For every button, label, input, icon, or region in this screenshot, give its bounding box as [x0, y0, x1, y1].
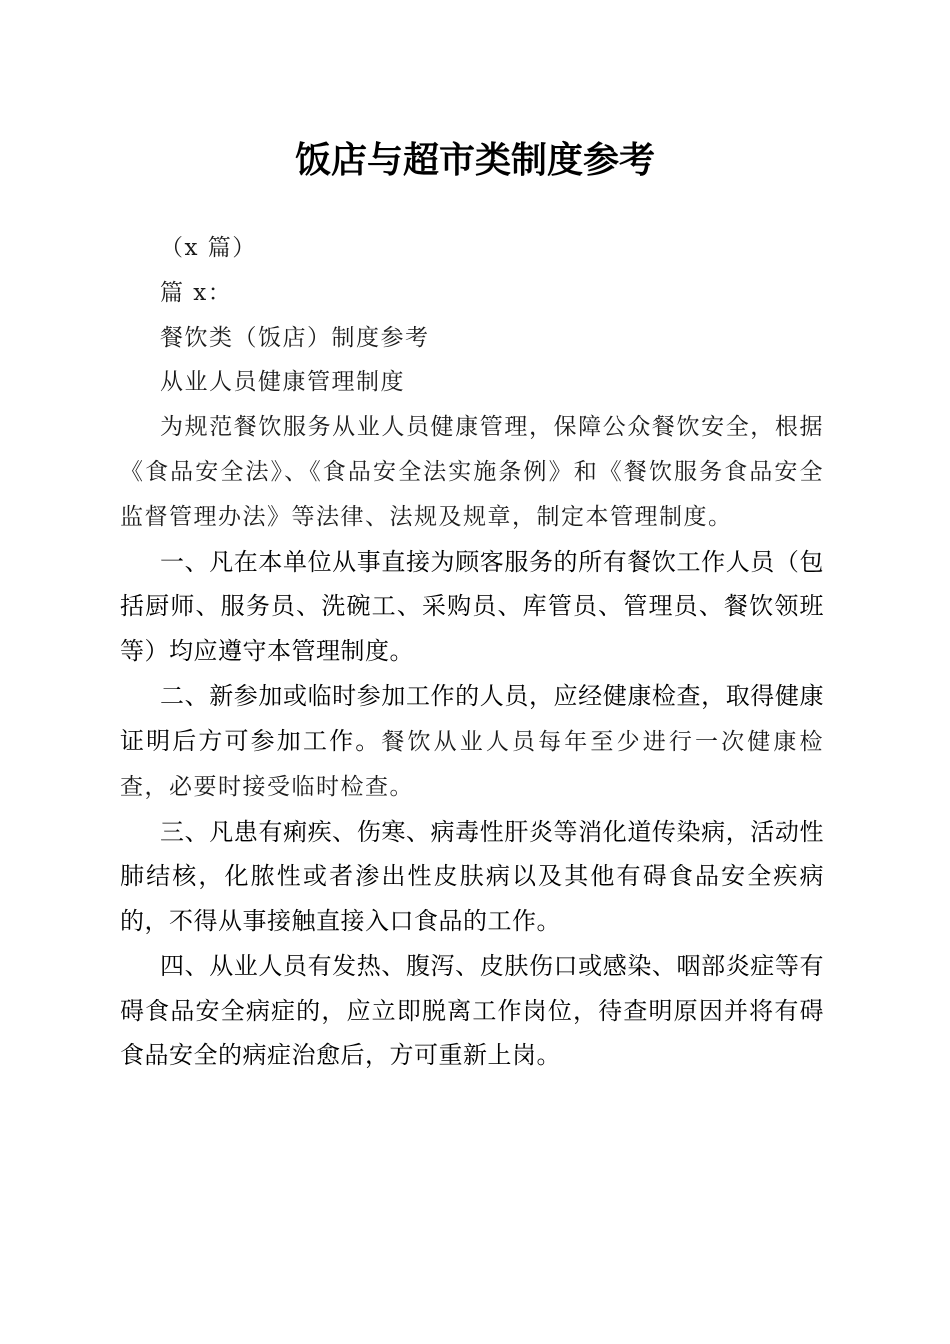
- document-body: [120, 226, 824, 1079]
- clause-main-text: 二、新参加或临时参加工作的人员，应经健康检查，取得健康证明后方可参加工作。: [120, 682, 824, 755]
- clause-main-text: 一、凡在本单位从事直接为顾客服务的所有餐饮工作人员（包括厨师、服务员、洗碗工、采购员、库管员、管理员、餐饮领班等）均应遵守本管理制度。: [120, 547, 824, 665]
- clause-main-text: 四、从业人员有发热、腹泻、皮肤伤口或感染、咽部炎症等有碍食品安全病症的，应立即脱离工作岗位，待查明原因并将有碍食品安全的病症治愈后，方可重新上岗。: [120, 952, 824, 1070]
- clause-main-text: 三、凡患有痢疾、伤寒、病毒性肝炎等消化道传染病，活动性肺结核，化脓性或者渗出性皮肤病以及其他有碍食品安全疾病的，不得从事接触直接入口食品的工作。: [120, 817, 824, 935]
- clause-paragraph: [120, 810, 824, 945]
- clause-tail-text: 餐饮从业人员每年至少进行一次健康检查，必要时接受临时检查。: [120, 728, 825, 801]
- clause-paragraph: [120, 944, 824, 1079]
- clause-paragraph: [120, 674, 824, 810]
- document-title: 饭店与超市类制度参考: [294, 139, 655, 181]
- section-count-line: （x 篇）: [160, 235, 257, 261]
- section-label-line: 篇 x：: [160, 279, 233, 306]
- category-heading: 餐饮类（饭店）制度参考: [160, 324, 430, 351]
- intro-paragraph: 为规范餐饮服务从业人员健康管理，保障公众餐饮安全，根据《食品安全法》、《食品安全法实施条例》和《餐饮服务食品安全监督管理办法》等法律、法规及规章，制定本管理制度。: [120, 414, 824, 530]
- clause-paragraph: [120, 540, 824, 675]
- policy-heading: 从业人员健康管理制度: [160, 369, 405, 396]
